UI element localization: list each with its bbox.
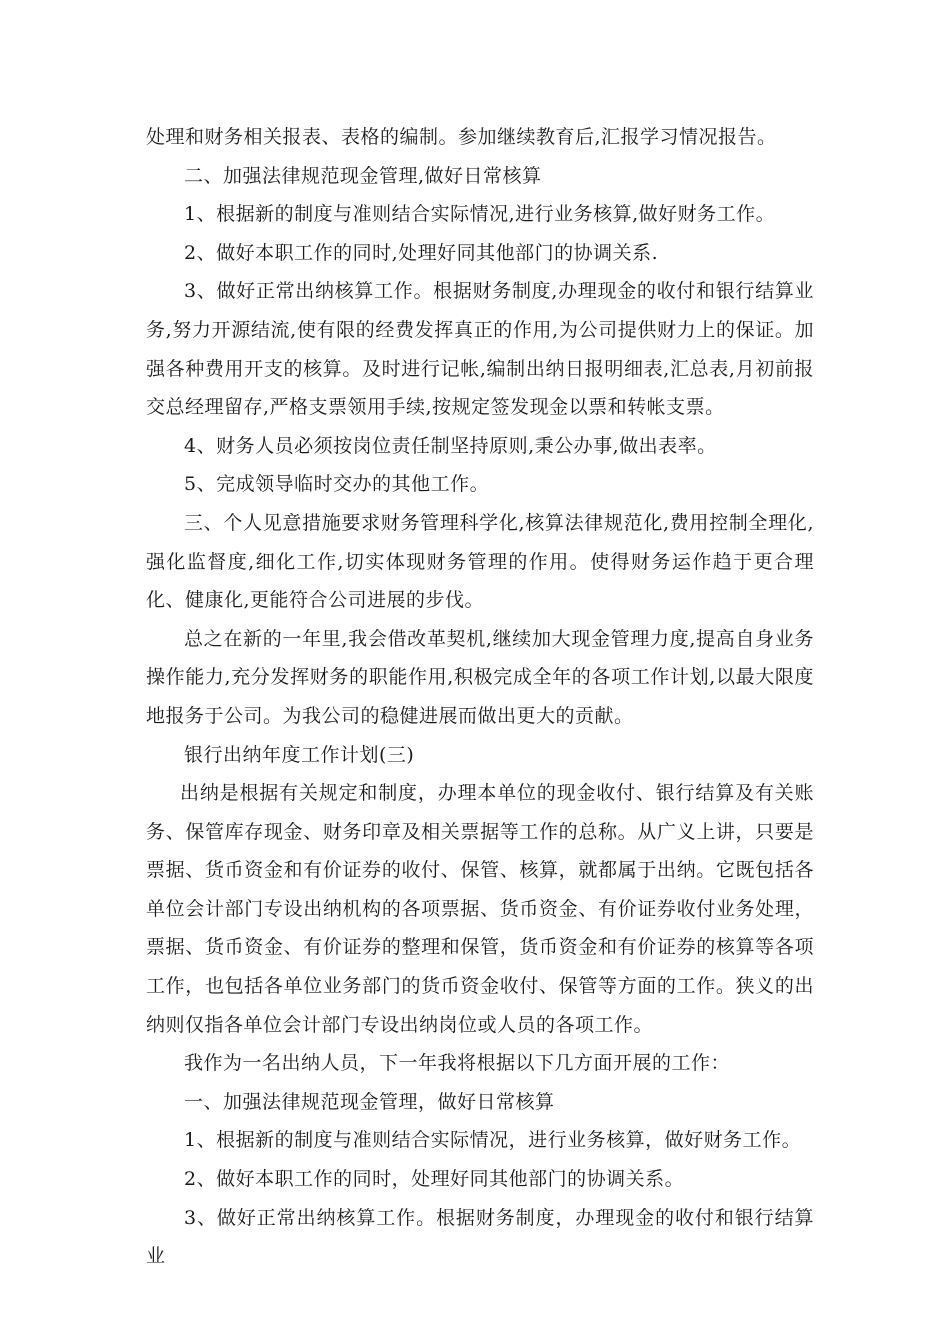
paragraph-continuation: 处理和财务相关报表、表格的编制。参加继续教育后,汇报学习情况报告。 [146, 126, 777, 148]
document-body [146, 118, 814, 1276]
section-heading-2: 二、加强法律规范现金管理,做好日常核算 [184, 164, 542, 187]
list-item-3b: 3、做好正常出纳核算工作。根据财务制度，办理现金的收付和银行结算业 [146, 1206, 814, 1268]
list-item-5: 5、完成领导临时交办的其他工作。 [184, 473, 490, 496]
intro-paragraph: 出纳是根据有关规定和制度，办理本单位的现金收付、银行结算及有关账务、保管库存现金、财务印章及相关票据等工作的总称。从广义上讲，只要是票据、货币资金和有价证券的收付、保管、核算，就都属于出纳。它既包括各单位会计部门专设出纳机构的各项票据、货币资金、有价证券收付业务处理，票据、货币资金、有价证券的整理和保管，货币资金和有价证券的核算等各项工作，也包括各单位业务部门的货币资金收付、保管等方面的工作。狭义的出纳则仅指各单位会计部门专设出纳岗位或人员的各项工作。 [146, 782, 814, 1036]
list-item-2: 2、做好本职工作的同时,处理好同其他部门的协调关系. [184, 241, 659, 264]
section-heading-1: 一、加强法律规范现金管理，做好日常核算 [184, 1090, 555, 1113]
list-item-1b: 1、根据新的制度与准则结合实际情况，进行业务核算，做好财务工作。 [184, 1129, 802, 1152]
list-item-3: 3、做好正常出纳核算工作。根据财务制度,办理现金的收付和银行结算业务,努力开源结流,使有限的经费发挥真正的作用,为公司提供财力上的保证。加强各种费用开支的核算。及时进行记帐,编制出纳日报明细表,汇总表,月初前报交总经理留存,严格支票领用手续,按规定签发现金以票和转帐支票。 [146, 280, 814, 419]
list-item-4: 4、财务人员必须按岗位责任制坚持原则,秉公办事,做出表率。 [184, 434, 717, 457]
list-item-1: 1、根据新的制度与准则结合实际情况,进行业务核算,做好财务工作。 [184, 203, 776, 226]
plan-intro: 我作为一名出纳人员，下一年我将根据以下几方面开展的工作： [184, 1052, 731, 1075]
document-subtitle: 银行出纳年度工作计划(三) [184, 743, 415, 766]
summary-paragraph: 总之在新的一年里,我会借改革契机,继续加大现金管理力度,提高自身业务操作能力,充分发挥财务的职能作用,积极完成全年的各项工作计划,以最大限度地报务于公司。为我公司的稳健进展而做出更大的贡献。 [146, 627, 814, 727]
section-heading-3: 三、个人见意措施要求财务管理科学化,核算法律规范化,费用控制全理化,强化监督度,细化工作,切实体现财务管理的作用。使得财务运作趋于更合理化、健康化,更能符合公司进展的步伐。 [146, 511, 814, 612]
list-item-2b: 2、做好本职工作的同时，处理好同其他部门的协调关系。 [184, 1168, 685, 1191]
